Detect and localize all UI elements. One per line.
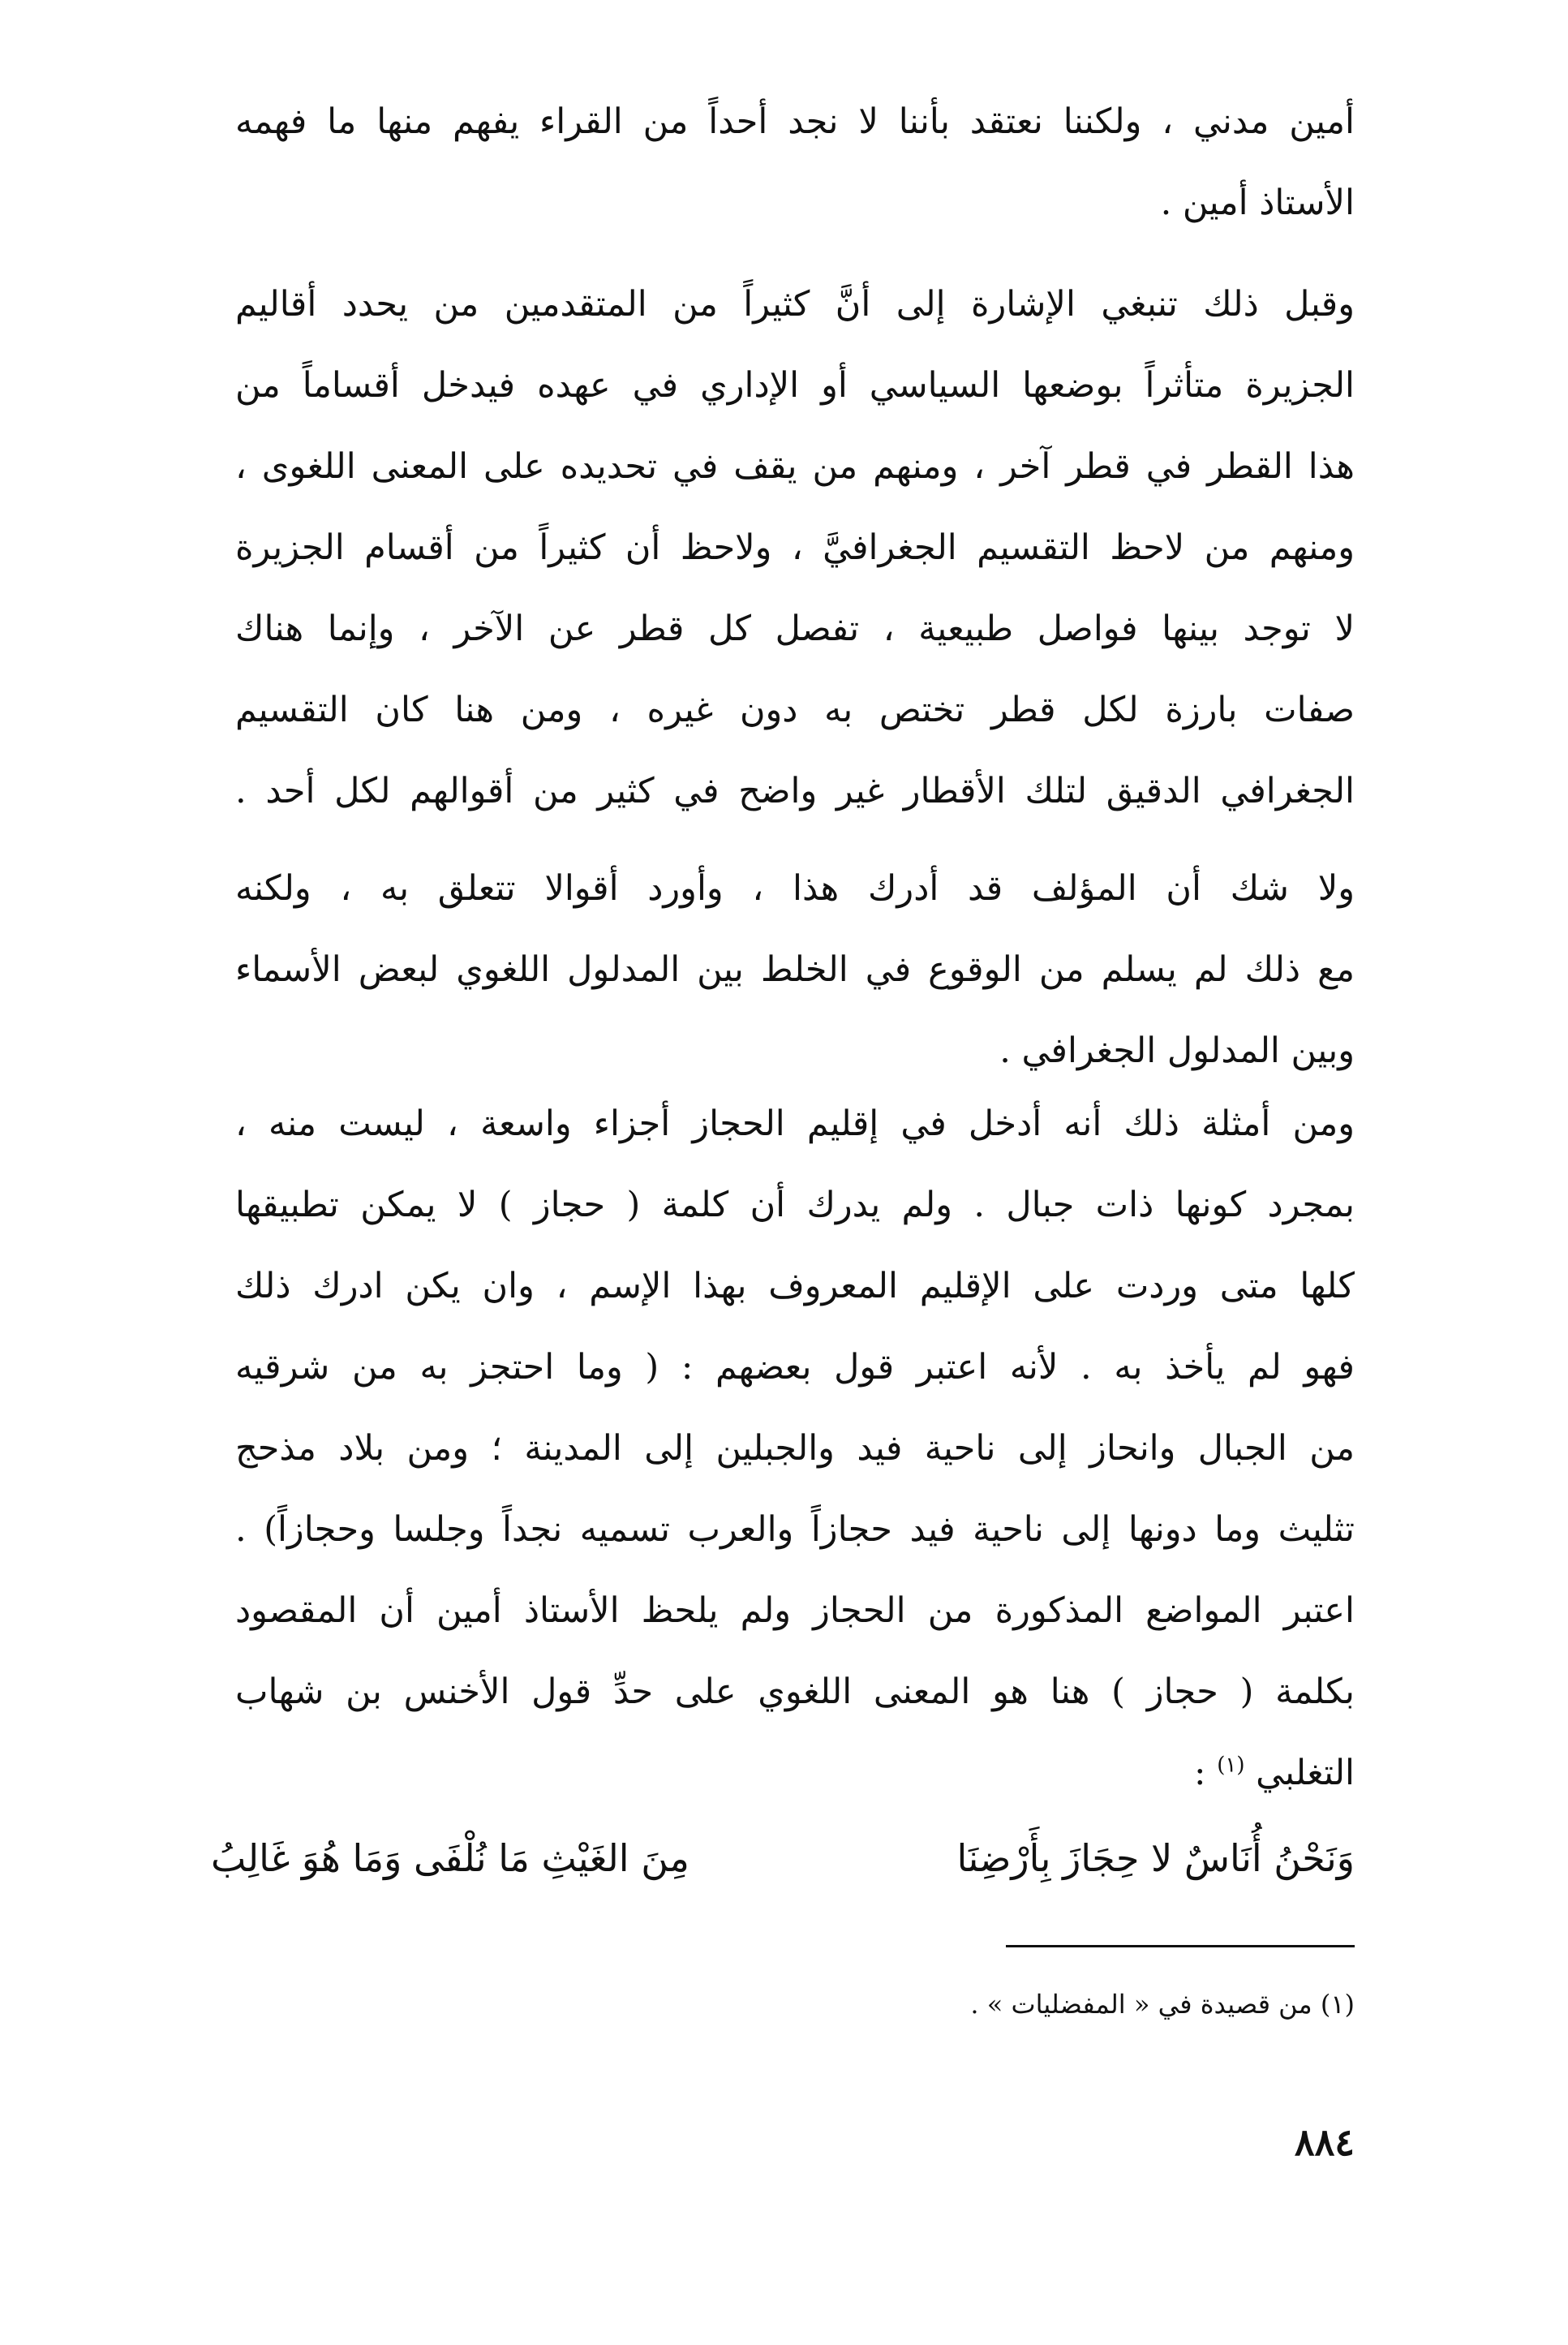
paragraph-last-line [235,1732,1355,1814]
paragraph-line: ولا شك أن المؤلف قد أدرك هذا ، وأورد أقوالا تتعلق به ، ولكنه [235,868,1355,909]
paragraph-3 [235,848,1355,1091]
paragraph-1 [235,81,1355,243]
poet-name: التغلبي [1256,1753,1355,1793]
paragraph-line: الجزيرة متأثراً بوضعها السياسي أو الإداري في عهده فيدخل أقساماً من [235,365,1355,406]
paragraph-line: أمين مدني ، ولكننا نعتقد بأننا لا نجد أحداً من القراء يفهم منها ما فهمه [235,101,1355,142]
paragraph-line: بكلمة ( حجاز ) هنا هو المعنى اللغوي على حدِّ قول الأخنس بن شهاب [235,1672,1355,1712]
verse-second-hemistich: مِنَ الغَيْثِ مَا نُلْفَى وَمَا هُوَ غَالِبُ [211,1836,689,1880]
paragraph-line: اعتبر المواضع المذكورة من الحجاز ولم يلحظ الأستاذ أمين أن المقصود [235,1590,1355,1631]
paragraph-line: مع ذلك لم يسلم من الوقوع في الخلط بين المدلول اللغوي لبعض الأسماء [235,949,1355,990]
poetry-verse [211,1818,1355,1899]
paragraph-line: تثليث وما دونها إلى ناحية فيد حجازاً والعرب تسميه نجداً وجلسا وحجازاً) . [235,1509,1355,1550]
paragraph-line: بمجرد كونها ذات جبال . ولم يدرك أن كلمة ( حجاز ) لا يمكن تطبيقها [235,1185,1355,1225]
paragraph-line: من الجبال وانحاز إلى ناحية فيد والجبلين إلى المدينة ؛ ومن بلاد مذحج [235,1428,1355,1469]
paragraph-line: فهو لم يأخذ به . لأنه اعتبر قول بعضهم : ( وما احتجز به من شرقيه [235,1347,1355,1388]
page-number: ٨٨٤ [1294,2120,1355,2164]
paragraph-line: ومنهم من لاحظ التقسيم الجغرافيَّ ، ولاحظ أن كثيراً من أقسام الجزيرة [235,527,1355,568]
paragraph-line: هذا القطر في قطر آخر ، ومنهم من يقف في تحديده على المعنى اللغوى ، [235,446,1355,487]
paragraph-4 [235,1083,1355,1814]
paragraph-line: ومن أمثلة ذلك أنه أدخل في إقليم الحجاز أجزاء واسعة ، ليست منه ، [235,1104,1355,1144]
paragraph-line: وبين المدلول الجغرافي . [999,1031,1355,1071]
footnote: (١) من قصيدة في « المفضليات » . [970,1989,1355,2020]
paragraph-line: لا توجد بينها فواصل طبيعية ، تفصل كل قطر عن الآخر ، وإنما هناك [235,609,1355,649]
paragraph-line: صفات بارزة لكل قطر تختص به دون غيره ، ومن هنا كان التقسيم [235,690,1355,730]
paragraph-line: الجغرافي الدقيق لتلك الأقطار غير واضح في كثير من أقوالهم لكل أحد . [235,771,1355,811]
verse-first-hemistich: وَنَحْنُ أُنَاسٌ لا حِجَازَ بِأَرْضِنَا [956,1836,1355,1880]
colon: : [1194,1753,1206,1793]
paragraph-line: كلها متى وردت على الإقليم المعروف بهذا الإسم ، وان يكن ادرك ذلك [235,1266,1355,1306]
paragraph-line: الأستاذ أمين . [1160,183,1355,223]
footnote-divider [1006,1945,1355,1947]
paragraph-line: وقبل ذلك تنبغي الإشارة إلى أنَّ كثيراً من المتقدمين من يحدد أقاليم [235,284,1355,325]
paragraph-2 [235,264,1355,832]
footnote-reference: (١) [1217,1753,1245,1778]
